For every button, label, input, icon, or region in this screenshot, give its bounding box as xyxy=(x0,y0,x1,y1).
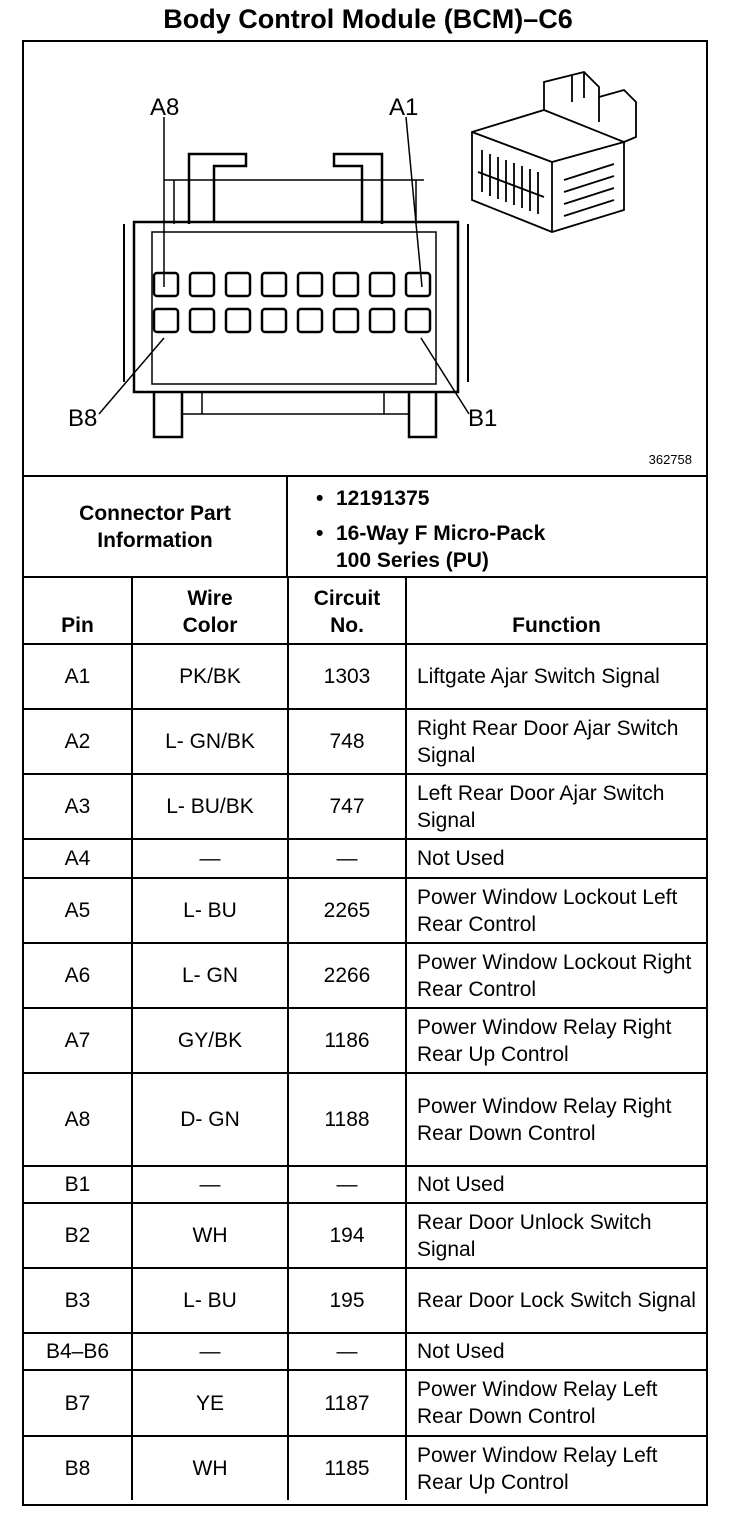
table-row xyxy=(24,1333,706,1370)
function-cell: Power Window Relay Left Rear Up Control xyxy=(406,1436,706,1500)
wire-color-cell: WH xyxy=(132,1203,288,1268)
circuit-cell: 1188 xyxy=(288,1073,406,1166)
connector-diagram xyxy=(24,42,706,477)
connector-face-drawing xyxy=(24,42,706,477)
function-cell: Rear Door Unlock Switch Signal xyxy=(406,1203,706,1268)
pin-cell: B8 xyxy=(24,1436,132,1500)
pin-cell: B4–B6 xyxy=(24,1333,132,1370)
connector-info-list xyxy=(310,485,690,574)
connector-info-label-line2: Information xyxy=(97,528,213,552)
circuit-cell: 2265 xyxy=(288,878,406,943)
header-wire-color xyxy=(132,578,288,644)
circuit-cell: 1186 xyxy=(288,1008,406,1073)
circuit-cell: 1303 xyxy=(288,644,406,709)
connector-info-label xyxy=(24,477,288,576)
pin-cell: A3 xyxy=(24,774,132,839)
pin-cell: A7 xyxy=(24,1008,132,1073)
header-function: Function xyxy=(406,578,706,644)
wire-color-cell: L- BU xyxy=(132,878,288,943)
circuit-cell: — xyxy=(288,1333,406,1370)
circuit-cell: 195 xyxy=(288,1268,406,1333)
table-row xyxy=(24,1436,706,1500)
function-cell: Power Window Relay Right Rear Up Control xyxy=(406,1008,706,1073)
table-row xyxy=(24,878,706,943)
circuit-cell: 1187 xyxy=(288,1370,406,1436)
function-cell: Power Window Relay Left Rear Down Control xyxy=(406,1370,706,1436)
function-cell: Not Used xyxy=(406,839,706,878)
table-row xyxy=(24,1370,706,1436)
wire-color-cell: L- GN/BK xyxy=(132,709,288,774)
connector-part-info xyxy=(24,477,706,578)
table-row xyxy=(24,709,706,774)
circuit-cell: 747 xyxy=(288,774,406,839)
table-row xyxy=(24,774,706,839)
table-header-row xyxy=(24,578,706,644)
function-cell: Power Window Relay Right Rear Down Control xyxy=(406,1073,706,1166)
header-pin: Pin xyxy=(24,578,132,644)
connector-type-line1: 16-Way F Micro-Pack xyxy=(336,522,546,545)
connector-info-label-line1: Connector Part xyxy=(79,501,231,525)
pin-cell: A8 xyxy=(24,1073,132,1166)
function-cell: Left Rear Door Ajar Switch Signal xyxy=(406,774,706,839)
table-row xyxy=(24,1166,706,1203)
table-row xyxy=(24,1268,706,1333)
header-wire-color-line1: Wire xyxy=(187,587,233,610)
part-number: • 12191375 xyxy=(310,485,690,512)
pin-label-b1: B1 xyxy=(468,405,498,432)
circuit-cell: 748 xyxy=(288,709,406,774)
wire-color-cell: L- BU xyxy=(132,1268,288,1333)
wire-color-cell: — xyxy=(132,1333,288,1370)
wire-color-cell: L- BU/BK xyxy=(132,774,288,839)
circuit-cell: 1185 xyxy=(288,1436,406,1500)
pin-cell: B2 xyxy=(24,1203,132,1268)
wire-color-cell: WH xyxy=(132,1436,288,1500)
wire-color-cell: D- GN xyxy=(132,1073,288,1166)
connector-sheet xyxy=(22,40,708,1506)
connector-type-line2: 100 Series (PU) xyxy=(336,549,489,572)
header-circuit-no xyxy=(288,578,406,644)
table-row xyxy=(24,839,706,878)
header-circuit-line1: Circuit xyxy=(313,587,381,610)
pin-label-a8: A8 xyxy=(150,94,180,121)
pin-cell: A6 xyxy=(24,943,132,1008)
page-title: Body Control Module (BCM)–C6 xyxy=(163,4,573,34)
table-row xyxy=(24,1073,706,1166)
pin-label-b8: B8 xyxy=(68,405,98,432)
table-row xyxy=(24,1203,706,1268)
function-cell: Rear Door Lock Switch Signal xyxy=(406,1268,706,1333)
pin-cell: B3 xyxy=(24,1268,132,1333)
circuit-cell: — xyxy=(288,839,406,878)
wire-color-cell: YE xyxy=(132,1370,288,1436)
function-cell: Right Rear Door Ajar Switch Signal xyxy=(406,709,706,774)
header-wire-color-line2: Color xyxy=(182,614,238,637)
function-cell: Not Used xyxy=(406,1166,706,1203)
pin-cell: A1 xyxy=(24,644,132,709)
circuit-cell: 194 xyxy=(288,1203,406,1268)
pin-cell: B7 xyxy=(24,1370,132,1436)
pin-cell: A5 xyxy=(24,878,132,943)
pin-cell: A4 xyxy=(24,839,132,878)
connector-isometric-icon xyxy=(472,72,636,232)
wire-color-cell: L- GN xyxy=(132,943,288,1008)
function-cell: Power Window Lockout Right Rear Control xyxy=(406,943,706,1008)
wire-color-cell: PK/BK xyxy=(132,644,288,709)
function-cell: Not Used xyxy=(406,1333,706,1370)
table-row xyxy=(24,1008,706,1073)
pin-cell: A2 xyxy=(24,709,132,774)
connector-type xyxy=(310,520,690,574)
figure-id: 362758 xyxy=(648,452,692,467)
wire-color-cell: — xyxy=(132,839,288,878)
table-row xyxy=(24,943,706,1008)
circuit-cell: 2266 xyxy=(288,943,406,1008)
header-circuit-line2: No. xyxy=(330,614,364,637)
function-cell: Liftgate Ajar Switch Signal xyxy=(406,644,706,709)
table-row xyxy=(24,644,706,709)
pin-label-a1: A1 xyxy=(389,94,419,121)
circuit-cell: — xyxy=(288,1166,406,1203)
wire-color-cell: GY/BK xyxy=(132,1008,288,1073)
function-cell: Power Window Lockout Left Rear Control xyxy=(406,878,706,943)
pinout-table xyxy=(24,578,706,1500)
pin-cell: B1 xyxy=(24,1166,132,1203)
wire-color-cell: — xyxy=(132,1166,288,1203)
